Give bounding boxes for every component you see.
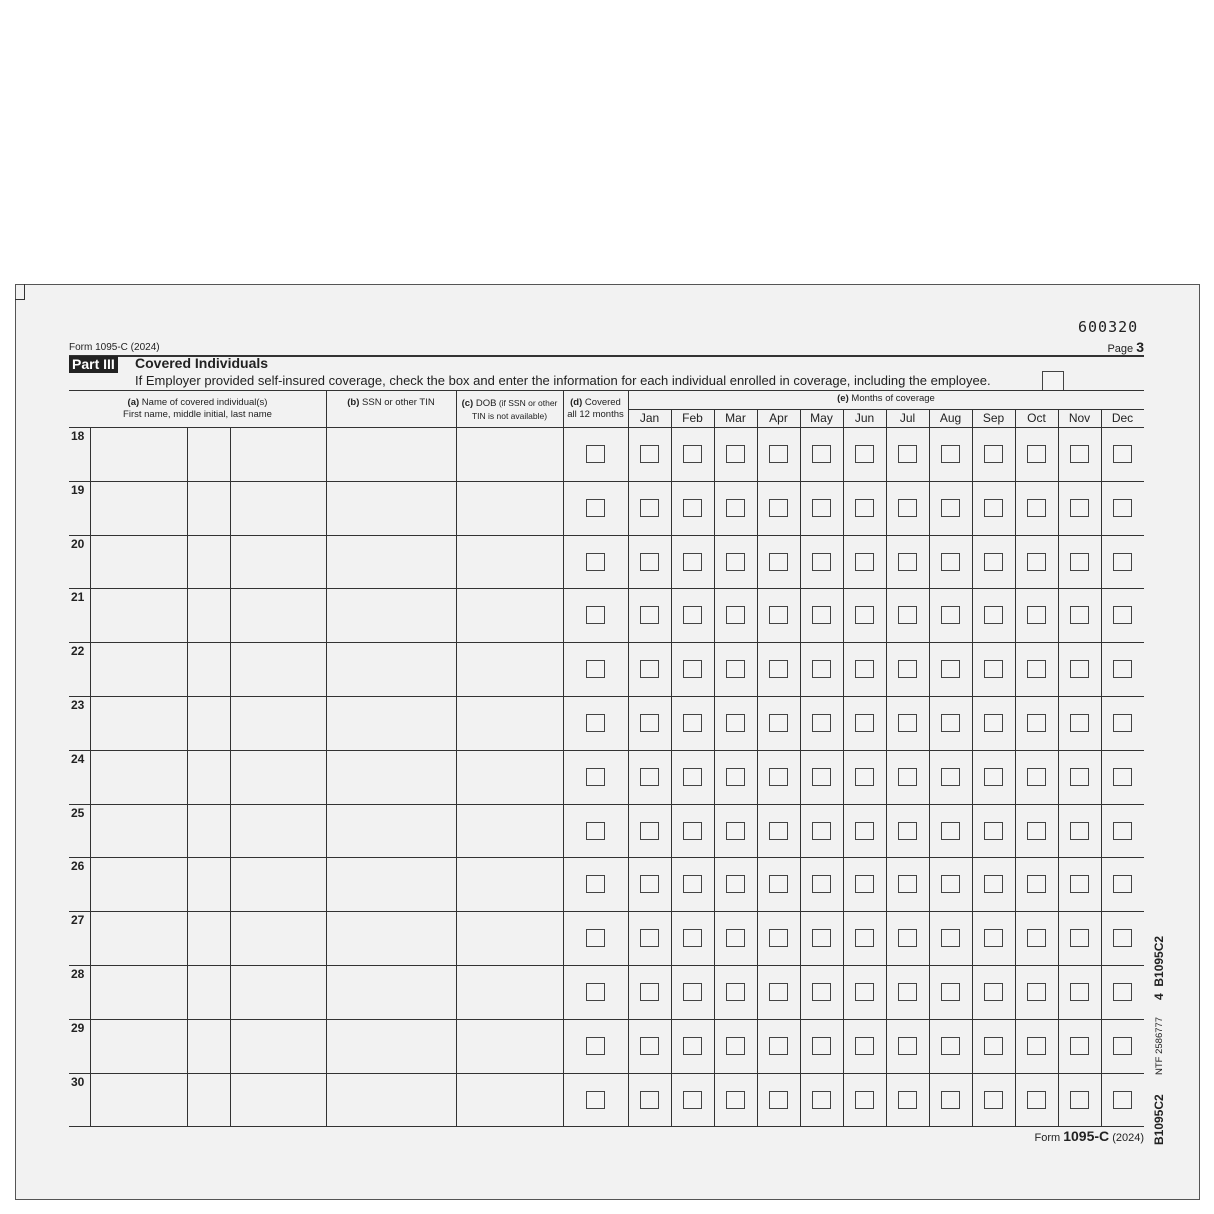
month-checkbox-apr[interactable]	[769, 822, 788, 840]
month-header-jul: Jul	[899, 411, 916, 425]
last-name-field[interactable]	[231, 751, 325, 803]
form-id: Form 1095-C (2024)	[69, 342, 160, 353]
month-checkbox-feb[interactable]	[683, 553, 702, 571]
covered-all-12-months-checkbox[interactable]	[586, 822, 605, 840]
month-checkbox-apr[interactable]	[769, 983, 788, 1001]
month-header-aug: Aug	[939, 411, 962, 425]
ssn-field[interactable]	[327, 805, 455, 857]
month-checkbox-aug[interactable]	[941, 714, 960, 732]
month-checkbox-jul[interactable]	[898, 1091, 917, 1109]
month-checkbox-feb[interactable]	[683, 660, 702, 678]
first-name-field[interactable]	[91, 858, 186, 910]
side-ntf: NTF 2586777	[1154, 1016, 1165, 1075]
month-checkbox-may[interactable]	[812, 768, 831, 786]
month-checkbox-nov[interactable]	[1070, 714, 1089, 732]
dob-field[interactable]	[457, 643, 562, 695]
middle-initial-field[interactable]	[188, 805, 229, 857]
month-checkbox-aug[interactable]	[941, 822, 960, 840]
month-checkbox-oct[interactable]	[1027, 499, 1046, 517]
ssn-field[interactable]	[327, 966, 455, 1018]
month-checkbox-oct[interactable]	[1027, 1037, 1046, 1055]
month-checkbox-mar[interactable]	[726, 1037, 745, 1055]
month-checkbox-apr[interactable]	[769, 1091, 788, 1109]
month-checkbox-dec[interactable]	[1113, 714, 1132, 732]
month-checkbox-aug[interactable]	[941, 445, 960, 463]
month-checkbox-nov[interactable]	[1070, 822, 1089, 840]
month-checkbox-jan[interactable]	[640, 929, 659, 947]
month-checkbox-jan[interactable]	[640, 875, 659, 893]
month-checkbox-may[interactable]	[812, 714, 831, 732]
middle-initial-field[interactable]	[188, 1074, 229, 1126]
middle-initial-field[interactable]	[188, 589, 229, 641]
month-header-feb: Feb	[682, 411, 703, 425]
dob-field[interactable]	[457, 482, 562, 534]
month-checkbox-jan[interactable]	[640, 606, 659, 624]
month-checkbox-mar[interactable]	[726, 499, 745, 517]
month-checkbox-jun[interactable]	[855, 1091, 874, 1109]
month-checkbox-jun[interactable]	[855, 606, 874, 624]
ssn-field[interactable]	[327, 1074, 455, 1126]
month-checkbox-jan[interactable]	[640, 1091, 659, 1109]
month-checkbox-oct[interactable]	[1027, 445, 1046, 463]
month-checkbox-may[interactable]	[812, 1091, 831, 1109]
covered-all-12-months-checkbox[interactable]	[586, 983, 605, 1001]
dob-field[interactable]	[457, 858, 562, 910]
month-checkbox-nov[interactable]	[1070, 768, 1089, 786]
month-checkbox-may[interactable]	[812, 606, 831, 624]
first-name-field[interactable]	[91, 966, 186, 1018]
month-checkbox-feb[interactable]	[683, 875, 702, 893]
month-checkbox-feb[interactable]	[683, 1091, 702, 1109]
month-checkbox-jun[interactable]	[855, 929, 874, 947]
ssn-field[interactable]	[327, 643, 455, 695]
month-checkbox-nov[interactable]	[1070, 929, 1089, 947]
month-checkbox-mar[interactable]	[726, 606, 745, 624]
month-checkbox-jul[interactable]	[898, 875, 917, 893]
last-name-field[interactable]	[231, 1074, 325, 1126]
month-checkbox-mar[interactable]	[726, 875, 745, 893]
month-header-apr: Apr	[769, 411, 788, 425]
month-checkbox-sep[interactable]	[984, 983, 1003, 1001]
last-name-field[interactable]	[231, 858, 325, 910]
month-checkbox-feb[interactable]	[683, 1037, 702, 1055]
month-checkbox-mar[interactable]	[726, 445, 745, 463]
month-checkbox-jan[interactable]	[640, 1037, 659, 1055]
ssn-field[interactable]	[327, 589, 455, 641]
month-checkbox-jul[interactable]	[898, 445, 917, 463]
last-name-field[interactable]	[231, 589, 325, 641]
covered-all-12-months-checkbox[interactable]	[586, 1037, 605, 1055]
covered-all-12-months-checkbox[interactable]	[586, 1091, 605, 1109]
month-checkbox-jun[interactable]	[855, 499, 874, 517]
month-checkbox-jul[interactable]	[898, 553, 917, 571]
covered-all-12-months-checkbox[interactable]	[586, 768, 605, 786]
ssn-field[interactable]	[327, 912, 455, 964]
middle-initial-field[interactable]	[188, 1020, 229, 1072]
month-header-oct: Oct	[1027, 411, 1046, 425]
middle-initial-field[interactable]	[188, 858, 229, 910]
part-label: Part III	[69, 356, 118, 373]
middle-initial-field[interactable]	[188, 697, 229, 749]
month-checkbox-feb[interactable]	[683, 445, 702, 463]
month-header-nov: Nov	[1068, 411, 1091, 425]
dob-field[interactable]	[457, 751, 562, 803]
first-name-field[interactable]	[91, 805, 186, 857]
month-checkbox-may[interactable]	[812, 499, 831, 517]
dob-field[interactable]	[457, 966, 562, 1018]
month-checkbox-aug[interactable]	[941, 660, 960, 678]
month-checkbox-jun[interactable]	[855, 1037, 874, 1055]
row-number: 19	[71, 482, 85, 497]
last-name-field[interactable]	[231, 697, 325, 749]
month-checkbox-sep[interactable]	[984, 445, 1003, 463]
month-checkbox-dec[interactable]	[1113, 1091, 1132, 1109]
month-checkbox-dec[interactable]	[1113, 606, 1132, 624]
month-checkbox-aug[interactable]	[941, 553, 960, 571]
month-checkbox-aug[interactable]	[941, 875, 960, 893]
month-checkbox-feb[interactable]	[683, 983, 702, 1001]
row-number: 24	[71, 751, 85, 766]
month-checkbox-dec[interactable]	[1113, 768, 1132, 786]
middle-initial-field[interactable]	[188, 966, 229, 1018]
ssn-field[interactable]	[327, 858, 455, 910]
dob-field[interactable]	[457, 428, 562, 480]
header-covered: (d) Covered all 12 months	[567, 397, 624, 420]
month-checkbox-mar[interactable]	[726, 1091, 745, 1109]
month-checkbox-jan[interactable]	[640, 499, 659, 517]
part-title: Covered Individuals	[135, 355, 269, 371]
month-checkbox-apr[interactable]	[769, 875, 788, 893]
row-number: 27	[71, 913, 85, 928]
month-checkbox-mar[interactable]	[726, 553, 745, 571]
month-checkbox-sep[interactable]	[984, 1091, 1003, 1109]
month-checkbox-apr[interactable]	[769, 660, 788, 678]
covered-all-12-months-checkbox[interactable]	[586, 714, 605, 732]
month-checkbox-jun[interactable]	[855, 983, 874, 1001]
month-checkbox-jun[interactable]	[855, 553, 874, 571]
row-number: 26	[71, 859, 85, 874]
month-checkbox-jul[interactable]	[898, 714, 917, 732]
month-checkbox-dec[interactable]	[1113, 499, 1132, 517]
footer-form-id: Form 1095-C (2024)	[1034, 1128, 1144, 1144]
middle-initial-field[interactable]	[188, 536, 229, 588]
month-header-sep: Sep	[982, 411, 1005, 425]
month-checkbox-mar[interactable]	[726, 929, 745, 947]
month-checkbox-mar[interactable]	[726, 768, 745, 786]
month-header-may: May	[810, 411, 833, 425]
month-checkbox-jun[interactable]	[855, 660, 874, 678]
side-code-2: B1095C2	[1152, 1094, 1166, 1145]
month-checkbox-nov[interactable]	[1070, 606, 1089, 624]
first-name-field[interactable]	[91, 912, 186, 964]
month-checkbox-dec[interactable]	[1113, 660, 1132, 678]
month-checkbox-dec[interactable]	[1113, 553, 1132, 571]
ssn-field[interactable]	[327, 751, 455, 803]
month-checkbox-jun[interactable]	[855, 822, 874, 840]
month-checkbox-dec[interactable]	[1113, 822, 1132, 840]
month-checkbox-mar[interactable]	[726, 714, 745, 732]
month-checkbox-jun[interactable]	[855, 875, 874, 893]
dob-field[interactable]	[457, 536, 562, 588]
month-checkbox-dec[interactable]	[1113, 1037, 1132, 1055]
month-checkbox-nov[interactable]	[1070, 660, 1089, 678]
month-checkbox-apr[interactable]	[769, 553, 788, 571]
month-checkbox-jul[interactable]	[898, 606, 917, 624]
last-name-field[interactable]	[231, 966, 325, 1018]
month-checkbox-jul[interactable]	[898, 768, 917, 786]
month-checkbox-oct[interactable]	[1027, 606, 1046, 624]
month-checkbox-oct[interactable]	[1027, 983, 1046, 1001]
middle-initial-field[interactable]	[188, 912, 229, 964]
side-code-1: 4 B1095C2	[1152, 935, 1166, 1000]
ssn-field[interactable]	[327, 482, 455, 534]
barcode-number: 600320	[1078, 318, 1139, 336]
month-checkbox-nov[interactable]	[1070, 1037, 1089, 1055]
last-name-field[interactable]	[231, 428, 325, 480]
row-number: 21	[71, 590, 85, 605]
month-checkbox-oct[interactable]	[1027, 660, 1046, 678]
month-checkbox-oct[interactable]	[1027, 714, 1046, 732]
month-checkbox-nov[interactable]	[1070, 983, 1089, 1001]
first-name-field[interactable]	[91, 589, 186, 641]
middle-initial-field[interactable]	[188, 482, 229, 534]
month-checkbox-jan[interactable]	[640, 714, 659, 732]
month-checkbox-feb[interactable]	[683, 714, 702, 732]
month-checkbox-mar[interactable]	[726, 660, 745, 678]
month-checkbox-oct[interactable]	[1027, 553, 1046, 571]
month-checkbox-aug[interactable]	[941, 499, 960, 517]
covered-all-12-months-checkbox[interactable]	[586, 553, 605, 571]
month-header-mar: Mar	[725, 411, 746, 425]
month-checkbox-dec[interactable]	[1113, 875, 1132, 893]
covered-all-12-months-checkbox[interactable]	[586, 499, 605, 517]
month-checkbox-may[interactable]	[812, 1037, 831, 1055]
month-header-jan: Jan	[639, 411, 660, 425]
header-ssn: (b) SSN or other TIN	[347, 397, 435, 408]
month-checkbox-jul[interactable]	[898, 822, 917, 840]
month-checkbox-jan[interactable]	[640, 660, 659, 678]
month-checkbox-may[interactable]	[812, 553, 831, 571]
month-checkbox-aug[interactable]	[941, 1037, 960, 1055]
month-checkbox-feb[interactable]	[683, 768, 702, 786]
header-months: (e) Months of coverage	[837, 393, 935, 404]
last-name-field[interactable]	[231, 482, 325, 534]
first-name-field[interactable]	[91, 428, 186, 480]
middle-initial-field[interactable]	[188, 751, 229, 803]
month-checkbox-jan[interactable]	[640, 983, 659, 1001]
last-name-field[interactable]	[231, 643, 325, 695]
month-checkbox-mar[interactable]	[726, 822, 745, 840]
month-checkbox-nov[interactable]	[1070, 445, 1089, 463]
month-checkbox-jul[interactable]	[898, 660, 917, 678]
last-name-field[interactable]	[231, 1020, 325, 1072]
month-checkbox-sep[interactable]	[984, 660, 1003, 678]
month-checkbox-sep[interactable]	[984, 714, 1003, 732]
ssn-field[interactable]	[327, 697, 455, 749]
first-name-field[interactable]	[91, 751, 186, 803]
month-checkbox-nov[interactable]	[1070, 499, 1089, 517]
first-name-field[interactable]	[91, 697, 186, 749]
first-name-field[interactable]	[91, 482, 186, 534]
month-checkbox-may[interactable]	[812, 445, 831, 463]
part-instruction: If Employer provided self-insured coverage, check the box and enter the information for each individual enrolled in coverage, including the employee.	[135, 373, 991, 388]
covered-all-12-months-checkbox[interactable]	[586, 875, 605, 893]
month-checkbox-sep[interactable]	[984, 606, 1003, 624]
month-checkbox-aug[interactable]	[941, 768, 960, 786]
covered-all-12-months-checkbox[interactable]	[586, 445, 605, 463]
month-checkbox-apr[interactable]	[769, 445, 788, 463]
corner-mark	[15, 284, 25, 300]
covered-all-12-months-checkbox[interactable]	[586, 929, 605, 947]
month-checkbox-apr[interactable]	[769, 1037, 788, 1055]
row-number: 23	[71, 698, 85, 712]
month-checkbox-jan[interactable]	[640, 445, 659, 463]
dob-field[interactable]	[457, 697, 562, 749]
month-checkbox-nov[interactable]	[1070, 553, 1089, 571]
month-checkbox-dec[interactable]	[1113, 929, 1132, 947]
month-checkbox-apr[interactable]	[769, 768, 788, 786]
month-checkbox-may[interactable]	[812, 875, 831, 893]
month-header-jun: Jun	[854, 411, 875, 425]
month-checkbox-oct[interactable]	[1027, 768, 1046, 786]
month-header-dec: Dec	[1111, 411, 1134, 425]
month-checkbox-apr[interactable]	[769, 499, 788, 517]
row-number: 30	[71, 1074, 85, 1089]
row-number: 22	[71, 644, 85, 659]
month-checkbox-dec[interactable]	[1113, 983, 1132, 1001]
month-checkbox-feb[interactable]	[683, 499, 702, 517]
header-dob: (c) DOB (if SSN or other TIN is not available)	[461, 398, 558, 421]
covered-all-12-months-checkbox[interactable]	[586, 660, 605, 678]
month-checkbox-jun[interactable]	[855, 445, 874, 463]
month-checkbox-sep[interactable]	[984, 499, 1003, 517]
month-checkbox-oct[interactable]	[1027, 1091, 1046, 1109]
month-checkbox-oct[interactable]	[1027, 822, 1046, 840]
month-checkbox-jan[interactable]	[640, 768, 659, 786]
row-number: 18	[71, 429, 85, 443]
month-checkbox-nov[interactable]	[1070, 1091, 1089, 1109]
header-name: (a) Name of covered individual(s) First name, middle initial, last name	[123, 397, 272, 420]
month-checkbox-dec[interactable]	[1113, 445, 1132, 463]
month-checkbox-jul[interactable]	[898, 499, 917, 517]
month-checkbox-sep[interactable]	[984, 875, 1003, 893]
month-checkbox-jan[interactable]	[640, 553, 659, 571]
first-name-field[interactable]	[91, 1020, 186, 1072]
month-checkbox-jan[interactable]	[640, 822, 659, 840]
first-name-field[interactable]	[91, 536, 186, 588]
month-checkbox-sep[interactable]	[984, 929, 1003, 947]
last-name-field[interactable]	[231, 536, 325, 588]
month-checkbox-apr[interactable]	[769, 929, 788, 947]
month-checkbox-feb[interactable]	[683, 822, 702, 840]
ssn-field[interactable]	[327, 1020, 455, 1072]
month-checkbox-jun[interactable]	[855, 768, 874, 786]
month-checkbox-sep[interactable]	[984, 822, 1003, 840]
dob-field[interactable]	[457, 589, 562, 641]
month-checkbox-sep[interactable]	[984, 1037, 1003, 1055]
month-checkbox-jun[interactable]	[855, 714, 874, 732]
month-checkbox-sep[interactable]	[984, 768, 1003, 786]
month-checkbox-feb[interactable]	[683, 929, 702, 947]
ssn-field[interactable]	[327, 428, 455, 480]
row-number: 29	[71, 1020, 85, 1035]
dob-field[interactable]	[457, 1020, 562, 1072]
last-name-field[interactable]	[231, 912, 325, 964]
row-number: 25	[71, 805, 85, 820]
month-checkbox-mar[interactable]	[726, 983, 745, 1001]
month-checkbox-may[interactable]	[812, 929, 831, 947]
month-checkbox-aug[interactable]	[941, 929, 960, 947]
month-checkbox-sep[interactable]	[984, 553, 1003, 571]
page-indicator: Page 3	[1107, 339, 1144, 355]
row-number: 28	[71, 967, 85, 981]
month-checkbox-jul[interactable]	[898, 983, 917, 1001]
last-name-field[interactable]	[231, 805, 325, 857]
month-checkbox-nov[interactable]	[1070, 875, 1089, 893]
ssn-field[interactable]	[327, 536, 455, 588]
dob-field[interactable]	[457, 912, 562, 964]
covered-all-12-months-checkbox[interactable]	[586, 606, 605, 624]
dob-field[interactable]	[457, 805, 562, 857]
month-checkbox-aug[interactable]	[941, 606, 960, 624]
month-checkbox-apr[interactable]	[769, 606, 788, 624]
month-checkbox-jul[interactable]	[898, 929, 917, 947]
middle-initial-field[interactable]	[188, 643, 229, 695]
first-name-field[interactable]	[91, 1074, 186, 1126]
self-insured-checkbox[interactable]	[1042, 371, 1064, 391]
month-checkbox-jul[interactable]	[898, 1037, 917, 1055]
dob-field[interactable]	[457, 1074, 562, 1126]
month-checkbox-may[interactable]	[812, 822, 831, 840]
month-checkbox-aug[interactable]	[941, 1091, 960, 1109]
month-checkbox-oct[interactable]	[1027, 875, 1046, 893]
row-number: 20	[71, 536, 85, 551]
month-checkbox-may[interactable]	[812, 660, 831, 678]
month-checkbox-apr[interactable]	[769, 714, 788, 732]
middle-initial-field[interactable]	[188, 428, 229, 480]
first-name-field[interactable]	[91, 643, 186, 695]
month-checkbox-oct[interactable]	[1027, 929, 1046, 947]
month-checkbox-may[interactable]	[812, 983, 831, 1001]
month-checkbox-feb[interactable]	[683, 606, 702, 624]
month-checkbox-aug[interactable]	[941, 983, 960, 1001]
